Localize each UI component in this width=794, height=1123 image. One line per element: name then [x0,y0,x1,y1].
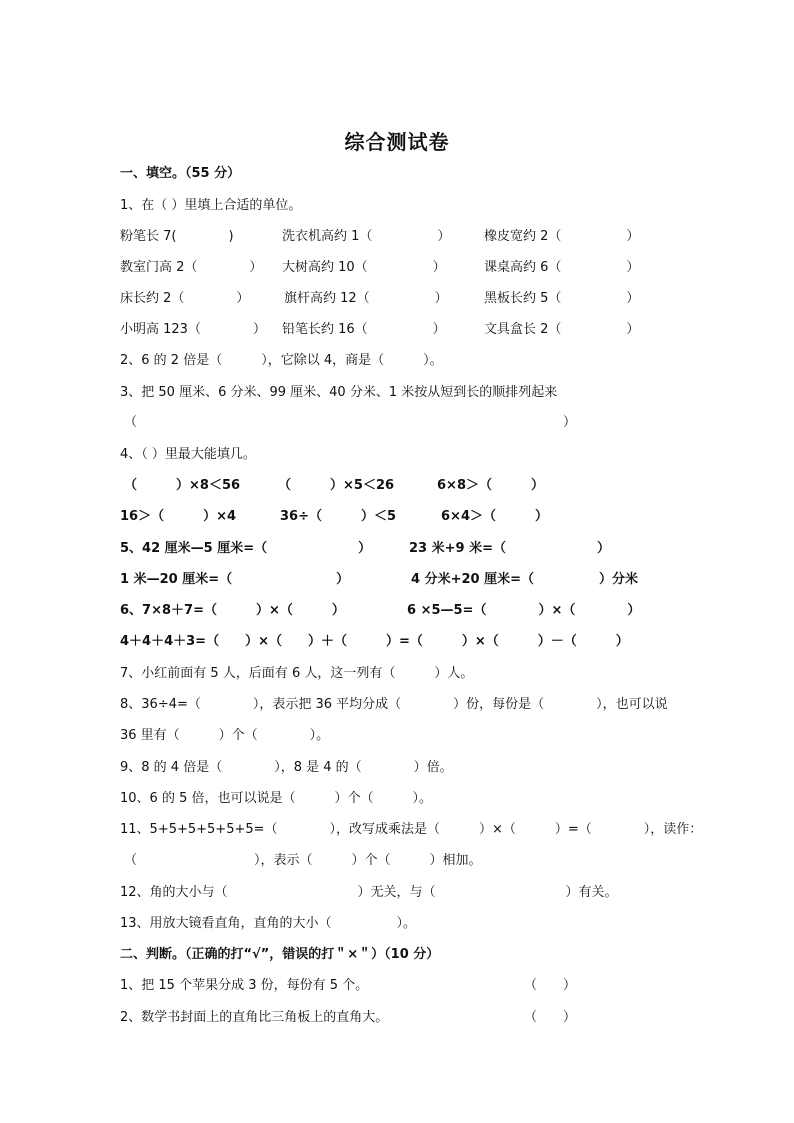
question-2: 2、6 的 2 倍是（ ），它除以 4，商是（ ）。 [120,353,443,368]
q6-r1c2: 6 ×5—5=（ ）×（ ） [407,603,641,618]
question-11-line2: （ ），表示（ ）个（ ）相加。 [124,853,482,868]
q1-r2c1: 教室门高 2（ ） [120,260,263,275]
page-title: 综合测试卷 [344,130,450,154]
q5-r2c2: 4 分米+20 厘米=（ ）分米 [411,572,638,587]
question-7: 7、小红前面有 5 人，后面有 6 人，这一列有（ ）人。 [120,666,474,681]
question-8-line2: 36 里有（ ）个（ ）。 [120,728,330,743]
q4-r1c2: （ ）×5＜26 [278,478,395,493]
q1-r3c2: 旗杆高约 12（ ） [284,291,448,306]
q3-answer-close: ） [563,415,577,430]
q1-r2c3: 课桌高约 6（ ） [484,260,640,275]
judge-item-2: 2、数学书封面上的直角比三角板上的直角大。 [120,1010,389,1025]
q1-r1c2: 洗衣机高约 1（ ） [282,229,451,244]
q5-r1c1: 5、42 厘米—5 厘米=（ ） [120,541,372,556]
question-4: 4、（ ）里最大能填几。 [120,447,256,462]
judge-item-2-mark: （ ） [524,1010,577,1025]
question-10: 10、6 的 5 倍，也可以说是（ ）个（ ）。 [120,791,432,806]
q1-r3c1: 床长约 2（ ） [120,291,250,306]
q1-r1c3: 橡皮宽约 2（ ） [484,229,640,244]
q6-row2: 4＋4＋4＋3=（ ）×（ ）＋（ ）=（ ）×（ ）－（ ） [120,634,629,649]
q1-r2c2: 大树高约 10（ ） [282,260,446,275]
q1-r4c1: 小明高 123（ ） [120,322,266,337]
q4-r2c2: 36÷（ ）＜5 [280,509,397,524]
q5-r2c1: 1 米—20 厘米=（ ） [120,572,350,587]
judge-item-1-mark: （ ） [524,978,577,993]
judge-item-1: 1、把 15 个苹果分成 3 份，每份有 5 个。 [120,978,369,993]
q4-r1c3: 6×8＞（ ） [437,478,544,493]
q4-r1c1: （ ）×8＜56 [124,478,241,493]
q1-r4c3: 文具盒长 2（ ） [484,322,640,337]
question-13: 13、用放大镜看直角，直角的大小（ ）。 [120,916,417,931]
question-8-line1: 8、36÷4=（ ），表示把 36 平均分成（ ）份，每份是（ ），也可以说 [120,697,668,712]
question-3: 3、把 50 厘米、6 分米、99 厘米、40 分米、1 米按从短到长的顺排列起来 [120,385,558,400]
question-11-line1: 11、5+5+5+5+5+5=（ ），改写成乘法是（ ）×（ ）=（ ），读作： [120,822,703,837]
q6-r1c1: 6、7×8＋7=（ ）×（ ） [120,603,345,618]
q5-r1c2: 23 米+9 米=（ ） [409,541,610,556]
question-12: 12、角的大小与（ ）无关，与（ ）有关。 [120,885,618,900]
q3-answer-open: （ [124,415,138,430]
question-1: 1、在（ ）里填上合适的单位。 [120,198,302,213]
section1-heading: 一、填空。（55 分） [120,166,241,181]
q1-r4c2: 铅笔长约 16（ ） [282,322,446,337]
section2-heading: 二、判断。（正确的打“√”，错误的打＂×＂）（10 分） [120,947,440,962]
q4-r2c3: 6×4＞（ ） [441,509,548,524]
q1-r1c1: 粉笔长 7( ) [120,229,234,244]
question-9: 9、8 的 4 倍是（ ），8 是 4 的（ ）倍。 [120,760,453,775]
q1-r3c3: 黑板长约 5（ ） [484,291,640,306]
q4-r2c1: 16＞（ ）×4 [120,509,237,524]
